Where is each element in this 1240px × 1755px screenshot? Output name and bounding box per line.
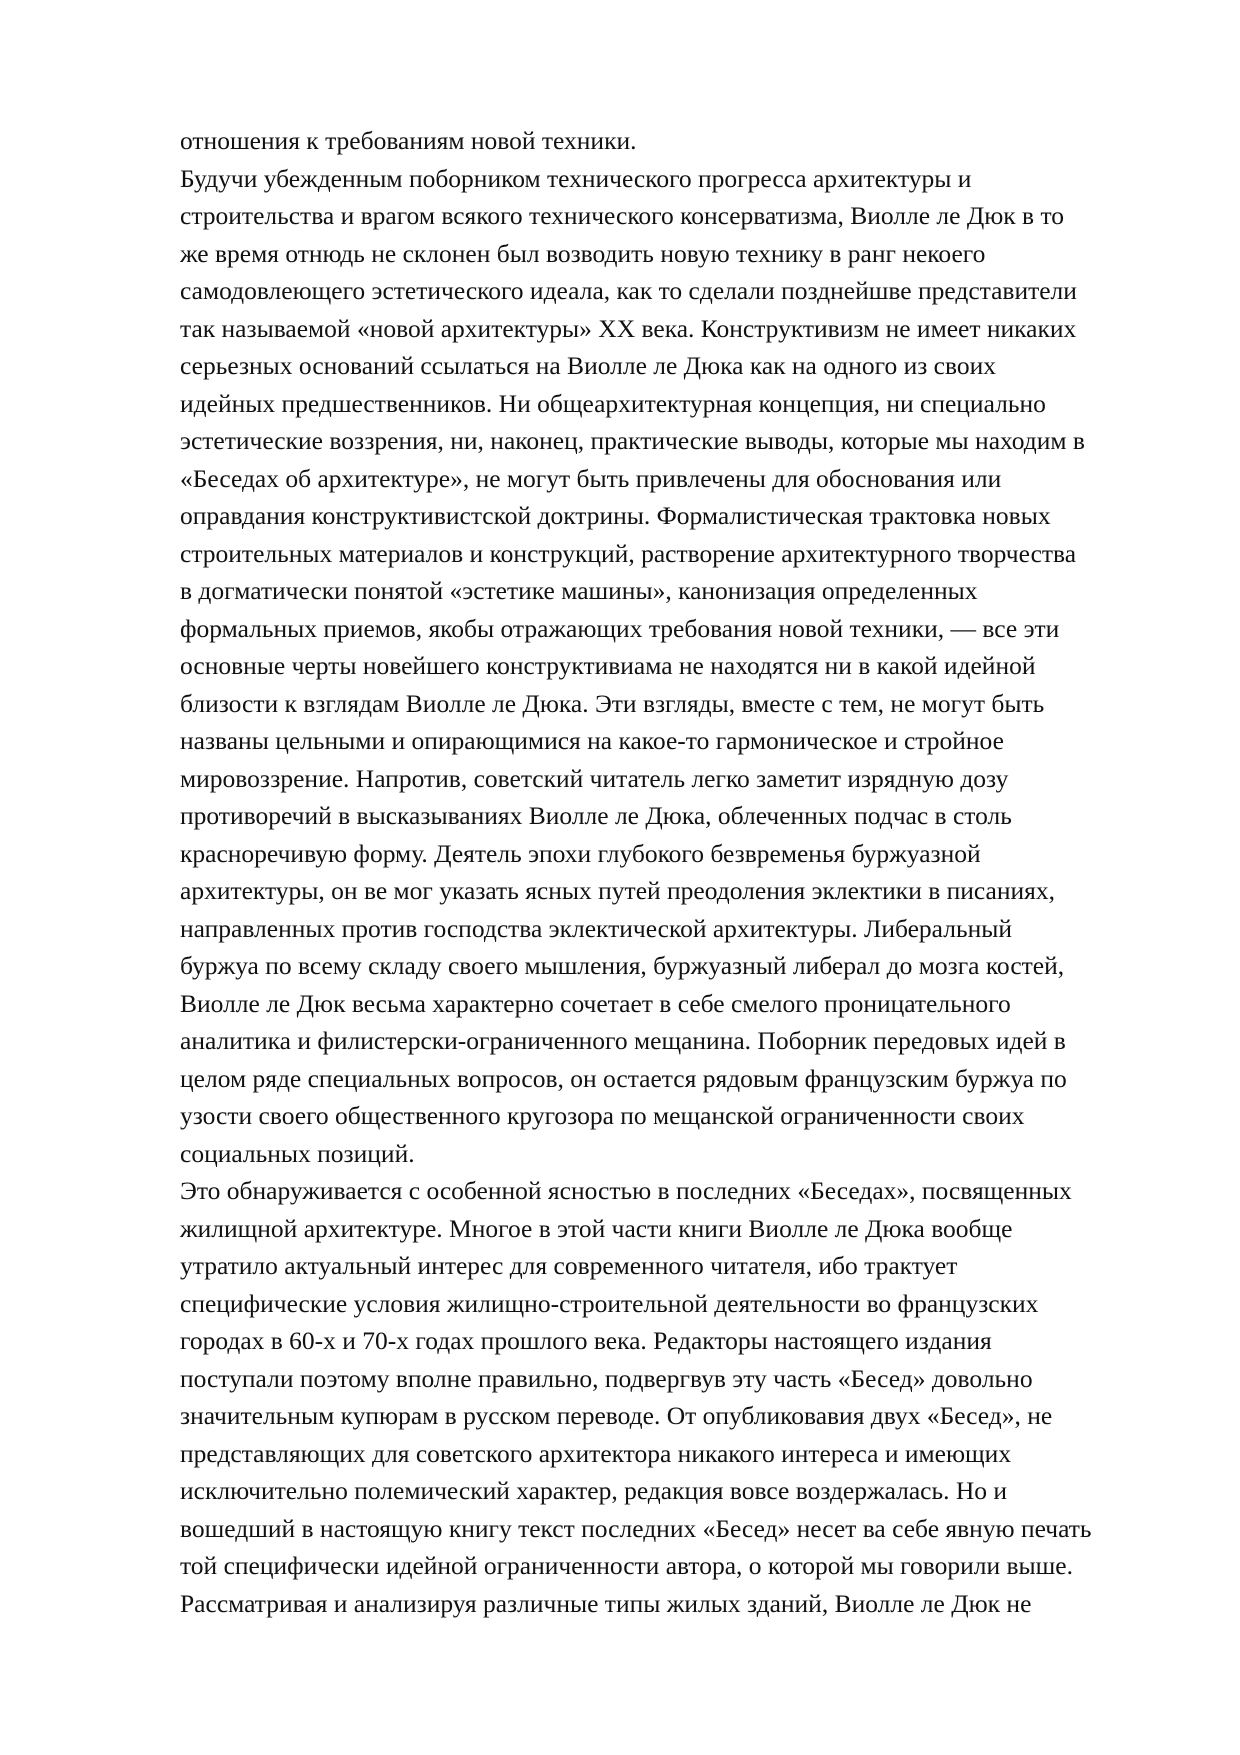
text-line: той специфически идейной ограниченности автора, о которой мы говорили выше. (180, 1551, 1073, 1580)
text-line: поступали поэтому вполне правильно, подвергвув эту часть «Бесед» довольно (180, 1363, 1033, 1393)
text-line: жилищной архитектуре. Многое в этой части книги Виолле ле Дюка вообще (180, 1213, 1013, 1243)
text-line: красноречивую форму. Деятель эпохи глубокого безвременья буржуазной (180, 838, 981, 868)
text-line: городах в 60-х и 70-х годах прошлого века. Редакторы настоящего издания (180, 1326, 992, 1355)
text-line: целом ряде специальных вопросов, он остается рядовым французским буржуа по (180, 1063, 1067, 1093)
text-line: Это обнаруживается с особенной ясностью в последних «Беседах», посвященных (180, 1176, 1072, 1205)
text-line: противоречий в высказываниях Виолле ле Дюка, облеченных подчас в столь (180, 801, 1012, 830)
text-line: специфические условия жилищно-строительной деятельности во французских (180, 1288, 1039, 1318)
text-line: самодовлеющего эстетического идеала, как то сделали позднейшве представители (180, 276, 1077, 305)
text-line: строительства и врагом всякого технического консерватизма, Виолле ле Дюк в то (180, 201, 1065, 230)
text-line: отношения к требованиям новой техники. (180, 126, 637, 155)
body-text (180, 122, 1180, 1622)
text-line: названы цельными и опирающимися на какое-то гармоническое и стройное (180, 726, 1004, 755)
text-line: буржуа по всему складу своего мышления, буржуазный либерал до мозга костей, (180, 951, 1065, 980)
text-line: представляющих для советского архитектора никакого интереса и имеющих (180, 1438, 1012, 1468)
text-line: Рассматривая и анализируя различные типы жилых зданий, Виолле ле Дюк не (180, 1588, 1032, 1618)
text-line: утратило актуальный интерес для современного читателя, ибо трактует (180, 1251, 958, 1280)
text-line: Будучи убежденным поборником технического прогресса архитектуры и (180, 163, 972, 193)
text-line: так называемой «новой архитектуры» XX века. Конструктивизм не имеет никаких (180, 313, 1077, 343)
text-line: исключительно полемический характер, редакция вовсе воздержалась. Но и (180, 1476, 1008, 1505)
text-line: вошедший в настоящую книгу текст последних «Бесед» несет ва себе явную печать (180, 1513, 1092, 1543)
text-line: мировоззрение. Напротив, советский читатель легко заметит изрядную дозу (180, 763, 1009, 793)
text-line: оправдания конструктивистской доктрины. Формалистическая трактовка новых (180, 501, 1051, 530)
text-line: идейных предшественников. Ни общеархитектурная концепция, ни специально (180, 388, 1046, 418)
text-line: значительным купюрам в русском переводе. От опубликовавия двух «Бесед», не (180, 1401, 1053, 1430)
text-line: же время отнюдь не склонен был возводить новую технику в ранг некоего (180, 238, 986, 268)
text-line: социальных позиций. (180, 1138, 415, 1168)
text-line: серьезных оснований ссылаться на Виолле ле Дюка как на одного из своих (180, 351, 997, 380)
text-line: в догматически понятой «эстетике машины», канонизация определенных (180, 576, 978, 605)
text-line: направленных против господства эклектической архитектуры. Либеральный (180, 913, 1012, 943)
text-line: близости к взглядам Виолле ле Дюка. Эти взгляды, вместе с тем, не могут быть (180, 688, 1045, 718)
text-line: архитектуры, он ве мог указать ясных путей преодоления эклектики в писаниях, (180, 876, 1056, 905)
text-line: «Беседах об архитектуре», не могут быть привлечены для обоснования или (180, 463, 1002, 493)
text-line: строительных материалов и конструкций, растворение архитектурного творчества (180, 538, 1077, 568)
text-line: аналитика и филистерски-ограниченного мещанина. Поборник передовых идей в (180, 1026, 1066, 1055)
text-line: эстетические воззрения, ни, наконец, практические выводы, которые мы находим в (180, 426, 1085, 455)
text-line: Виолле ле Дюк весьма характерно сочетает в себе смелого проницательного (180, 988, 1011, 1018)
text-line: основные черты новейшего конструктивиама не находятся ни в какой идейной (180, 651, 1036, 680)
text-line: узости своего общественного кругозора по мещанской ограниченности своих (180, 1101, 1025, 1130)
text-line: формальных приемов, якобы отражающих требования новой техники, — все эти (180, 613, 1060, 643)
